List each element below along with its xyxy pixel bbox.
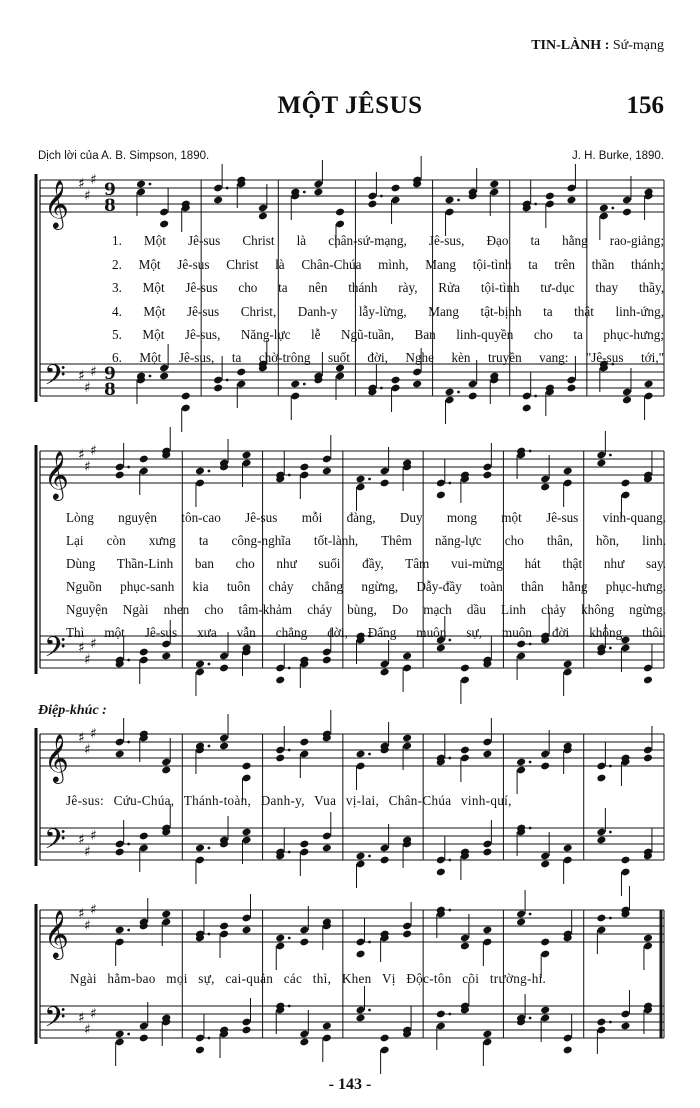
dot (303, 191, 306, 194)
note-head (380, 479, 390, 488)
note-head (620, 856, 630, 865)
note-head (290, 380, 300, 389)
note-head (139, 648, 149, 657)
refrain-lyric-line: Ngài hằm-bao mọi sự, cai-quản các thì, Khen Vị Độc-tôn cõi trường-hi. (70, 971, 547, 986)
note-head (460, 746, 470, 755)
dot (529, 761, 532, 764)
dot (288, 474, 291, 477)
note-head (622, 396, 632, 405)
sharp-sign: ♯ (90, 636, 97, 652)
note-head (540, 483, 550, 492)
note-head (391, 184, 401, 193)
note-head (139, 832, 149, 841)
note-head (219, 922, 229, 931)
note-head (596, 836, 606, 845)
note-head (322, 844, 332, 853)
note-head (195, 844, 205, 853)
sharp-sign: ♯ (90, 443, 97, 459)
note-head (299, 738, 309, 747)
note-head (563, 660, 573, 669)
note-head (643, 676, 653, 685)
dot (448, 482, 451, 485)
note-head (161, 652, 171, 661)
note-head (643, 754, 653, 763)
refrain-lyric-line: Jê-sus: Cứu-Chúa, Thánh-toàn, Danh-y, Vua vị-lai, Chân-Chúa vinh-quí, (66, 793, 512, 808)
dot (529, 643, 532, 646)
note-head (299, 1038, 309, 1047)
dot (448, 1013, 451, 1016)
dot (609, 1021, 612, 1024)
time-signature: 9 (104, 364, 116, 384)
verse-line: 6. Một Jê-sus, ta chờ-trông suốt đời, Nghe kèn truyền vang: "Jê-sus tới," (112, 350, 664, 365)
sharp-sign: ♯ (84, 459, 91, 475)
verse-line: Nguồn phục-sanh kia tuôn chảy chẳng ngừng, Dẫy-đầy toàn thân hằng phục-hưng. (66, 579, 666, 594)
dot (149, 183, 152, 186)
time-signature: 8 (104, 380, 116, 400)
note-head (596, 774, 606, 783)
time-signature: 8 (104, 196, 116, 216)
hymn-title: MỘT JÊSUS (277, 92, 423, 119)
sharp-sign: ♯ (78, 447, 85, 463)
section-label: TIN-LÀNH : (531, 38, 610, 53)
dot (529, 827, 532, 830)
note-head (516, 918, 526, 927)
verse-line: 1. Một Jê-sus Christ là chân-sứ-mạng, Jê-sus, Đạo ta hằng rao-giảng; (112, 233, 664, 248)
sharp-sign: ♯ (78, 906, 85, 922)
dot (457, 391, 460, 394)
note-head (159, 372, 169, 381)
dot (529, 1017, 532, 1020)
sharp-sign: ♯ (90, 364, 97, 380)
note-head (355, 1014, 365, 1023)
bass-clef: 𝄢 (44, 1001, 66, 1041)
note-head (322, 467, 332, 476)
verse-line: 5. Một Jê-sus, Năng-lực lễ Ngũ-tuần, Ban linh-quyền cho ta phục-hưng; (112, 327, 664, 342)
note-head (540, 938, 550, 947)
dot (368, 941, 371, 944)
dot (208, 470, 211, 473)
dot (609, 765, 612, 768)
note-head (402, 652, 412, 661)
note-head (482, 848, 492, 857)
note-head (115, 1030, 125, 1039)
note-head (322, 1022, 332, 1031)
note-head (313, 188, 323, 197)
dot (288, 1005, 291, 1008)
bass-clef: 𝄢 (44, 359, 66, 399)
verse-line: Dùng Thần-Linh ban cho như suối đầy, Tâm vui-mừng hát thật như say. (66, 556, 666, 571)
note-head (275, 676, 285, 685)
subsection-label: Sứ-mạng (612, 38, 664, 53)
note-head (522, 404, 532, 413)
note-head (620, 1022, 630, 1031)
note-head (460, 942, 470, 951)
note-head (596, 914, 606, 923)
note-head (566, 196, 576, 205)
note-head (275, 934, 285, 943)
sharp-sign: ♯ (90, 902, 97, 918)
sharp-sign: ♯ (84, 844, 91, 860)
sharp-sign: ♯ (84, 1022, 91, 1038)
dot (127, 843, 130, 846)
note-head (355, 950, 365, 959)
note-head (115, 471, 125, 480)
note-head (241, 762, 251, 771)
note-head (644, 380, 654, 389)
note-head (540, 860, 550, 869)
dot (368, 1009, 371, 1012)
note-head (159, 220, 169, 229)
dot (448, 757, 451, 760)
dot (303, 383, 306, 386)
dot (448, 909, 451, 912)
note-head (482, 750, 492, 759)
dot (208, 745, 211, 748)
note-head (299, 463, 309, 472)
note-head (335, 208, 345, 217)
sharp-sign: ♯ (90, 828, 97, 844)
dot (448, 859, 451, 862)
dot (288, 851, 291, 854)
bass-clef: 𝄢 (44, 823, 66, 863)
dot (208, 663, 211, 666)
note-head (482, 1030, 492, 1039)
note-head (355, 852, 365, 861)
note-head (402, 734, 412, 743)
verse-line: 3. Một Jê-sus cho ta nên thánh rày, Rửa tội-tình tư-dục thay thầy, (112, 280, 664, 295)
note-head (195, 467, 205, 476)
bass-clef: 𝄢 (44, 631, 66, 671)
note-head (436, 491, 446, 500)
composer-credit: J. H. Burke, 1890. (571, 150, 664, 162)
dot (380, 195, 383, 198)
dot (368, 855, 371, 858)
note-head (241, 1026, 251, 1035)
note-head (213, 196, 223, 205)
note-head (139, 1034, 149, 1043)
treble-clef: 𝄞 (44, 733, 69, 782)
note-head (380, 668, 390, 677)
dot (208, 847, 211, 850)
dot (149, 375, 152, 378)
treble-clef: 𝄞 (44, 909, 69, 958)
note-head (596, 459, 606, 468)
note-head (599, 204, 609, 213)
note-head (516, 758, 526, 767)
verse-line: Nguyện Ngài nhen cho tâm-khảm cháy bùng, Do mạch dầu Linh chảy không ngừng. (66, 602, 666, 617)
note-head (355, 750, 365, 759)
note-head (275, 754, 285, 763)
dot (288, 749, 291, 752)
note-head (241, 926, 251, 935)
note-head (643, 934, 653, 943)
note-head (322, 656, 332, 665)
sharp-sign: ♯ (78, 730, 85, 746)
note-head (540, 762, 550, 771)
verse-line: Thì một Jê-sus xưa vẫn chẳng dời, Đấng muôn sự, muôn đời không thôi. (66, 625, 666, 640)
note-head (181, 392, 191, 401)
note-head (161, 766, 171, 775)
note-head (115, 848, 125, 857)
note-head (596, 1018, 606, 1027)
note-head (545, 192, 555, 201)
sharp-sign: ♯ (78, 832, 85, 848)
verse-line: 2. Một Jê-sus Christ là Chân-Chúa mình, Mang tội-tình ta trên thần thánh; (112, 257, 664, 272)
note-head (622, 208, 632, 217)
note-head (489, 180, 499, 189)
dot (226, 187, 229, 190)
sharp-sign: ♯ (84, 742, 91, 758)
verse-line: 4. Một Jê-sus Christ, Danh-y lẫy-lừng, Mang tật-bịnh ta thật linh-ứng, (112, 304, 664, 319)
dot (609, 831, 612, 834)
sharp-sign: ♯ (78, 640, 85, 656)
note-head (436, 644, 446, 653)
note-head (445, 388, 455, 397)
note-head (195, 1046, 205, 1055)
note-head (136, 180, 146, 189)
verse-line: Lòng nguyện tôn-cao Jê-sus mỗi đàng, Duy mong một Jê-sus vinh-quang. (66, 510, 666, 525)
note-head (219, 664, 229, 673)
note-head (161, 910, 171, 919)
dot (127, 659, 130, 662)
refrain-label: Điệp-khúc : (38, 703, 107, 718)
note-head (115, 750, 125, 759)
dot (534, 203, 537, 206)
note-head (620, 479, 630, 488)
note-head (436, 1010, 446, 1019)
note-head (482, 926, 492, 935)
note-head (468, 392, 478, 401)
dot (534, 395, 537, 398)
treble-clef: 𝄞 (44, 450, 69, 499)
note-head (219, 742, 229, 751)
note-head (563, 844, 573, 853)
sharp-sign: ♯ (90, 726, 97, 742)
dot (208, 1037, 211, 1040)
note-head (540, 1006, 550, 1015)
dot (127, 929, 130, 932)
dot (208, 933, 211, 936)
dot (529, 913, 532, 916)
dot (609, 917, 612, 920)
note-head (367, 200, 377, 209)
dot (288, 667, 291, 670)
dot (457, 199, 460, 202)
note-head (412, 380, 422, 389)
verse-line: Lại còn xưng ta công-nghĩa tốt-lành, Thêm năng-lực cho thân, hồn, linh. (66, 533, 666, 548)
sharp-sign: ♯ (84, 652, 91, 668)
dot (127, 466, 130, 469)
note-head (482, 471, 492, 480)
note-head (445, 196, 455, 205)
sharp-sign: ♯ (84, 188, 91, 204)
dot (609, 454, 612, 457)
dot (288, 937, 291, 940)
note-head (236, 368, 246, 377)
sharp-sign: ♯ (78, 1010, 85, 1026)
dot (609, 647, 612, 650)
sharp-sign: ♯ (84, 380, 91, 396)
note-head (563, 1046, 573, 1055)
time-signature: 9 (104, 180, 116, 200)
translator-credit: Dịch lời của A. B. Simpson, 1890. (38, 150, 210, 162)
dot (529, 450, 532, 453)
dot (368, 753, 371, 756)
dot (380, 387, 383, 390)
dot (611, 207, 614, 210)
note-head (391, 376, 401, 385)
note-head (460, 664, 470, 673)
note-head (402, 930, 412, 939)
sharp-sign: ♯ (84, 918, 91, 934)
note-head (115, 926, 125, 935)
note-head (258, 212, 268, 221)
hymn-number: 156 (626, 92, 664, 119)
note-head (241, 451, 251, 460)
note-head (299, 840, 309, 849)
treble-clef: 𝄞 (44, 179, 69, 228)
dot (368, 478, 371, 481)
note-head (213, 384, 223, 393)
dot (127, 741, 130, 744)
note-head (563, 467, 573, 476)
note-head (566, 384, 576, 393)
dot (127, 1033, 130, 1036)
note-head (139, 455, 149, 464)
sharp-sign: ♯ (90, 172, 97, 188)
sharp-sign: ♯ (78, 368, 85, 384)
sharp-sign: ♯ (78, 176, 85, 192)
note-head (355, 475, 365, 484)
note-head (241, 828, 251, 837)
sharp-sign: ♯ (90, 1006, 97, 1022)
note-head (436, 868, 446, 877)
note-head (195, 660, 205, 669)
dot (226, 379, 229, 382)
note-head (380, 856, 390, 865)
note-head (299, 938, 309, 947)
note-head (380, 1034, 390, 1043)
page-number: - 143 - (328, 1076, 372, 1093)
